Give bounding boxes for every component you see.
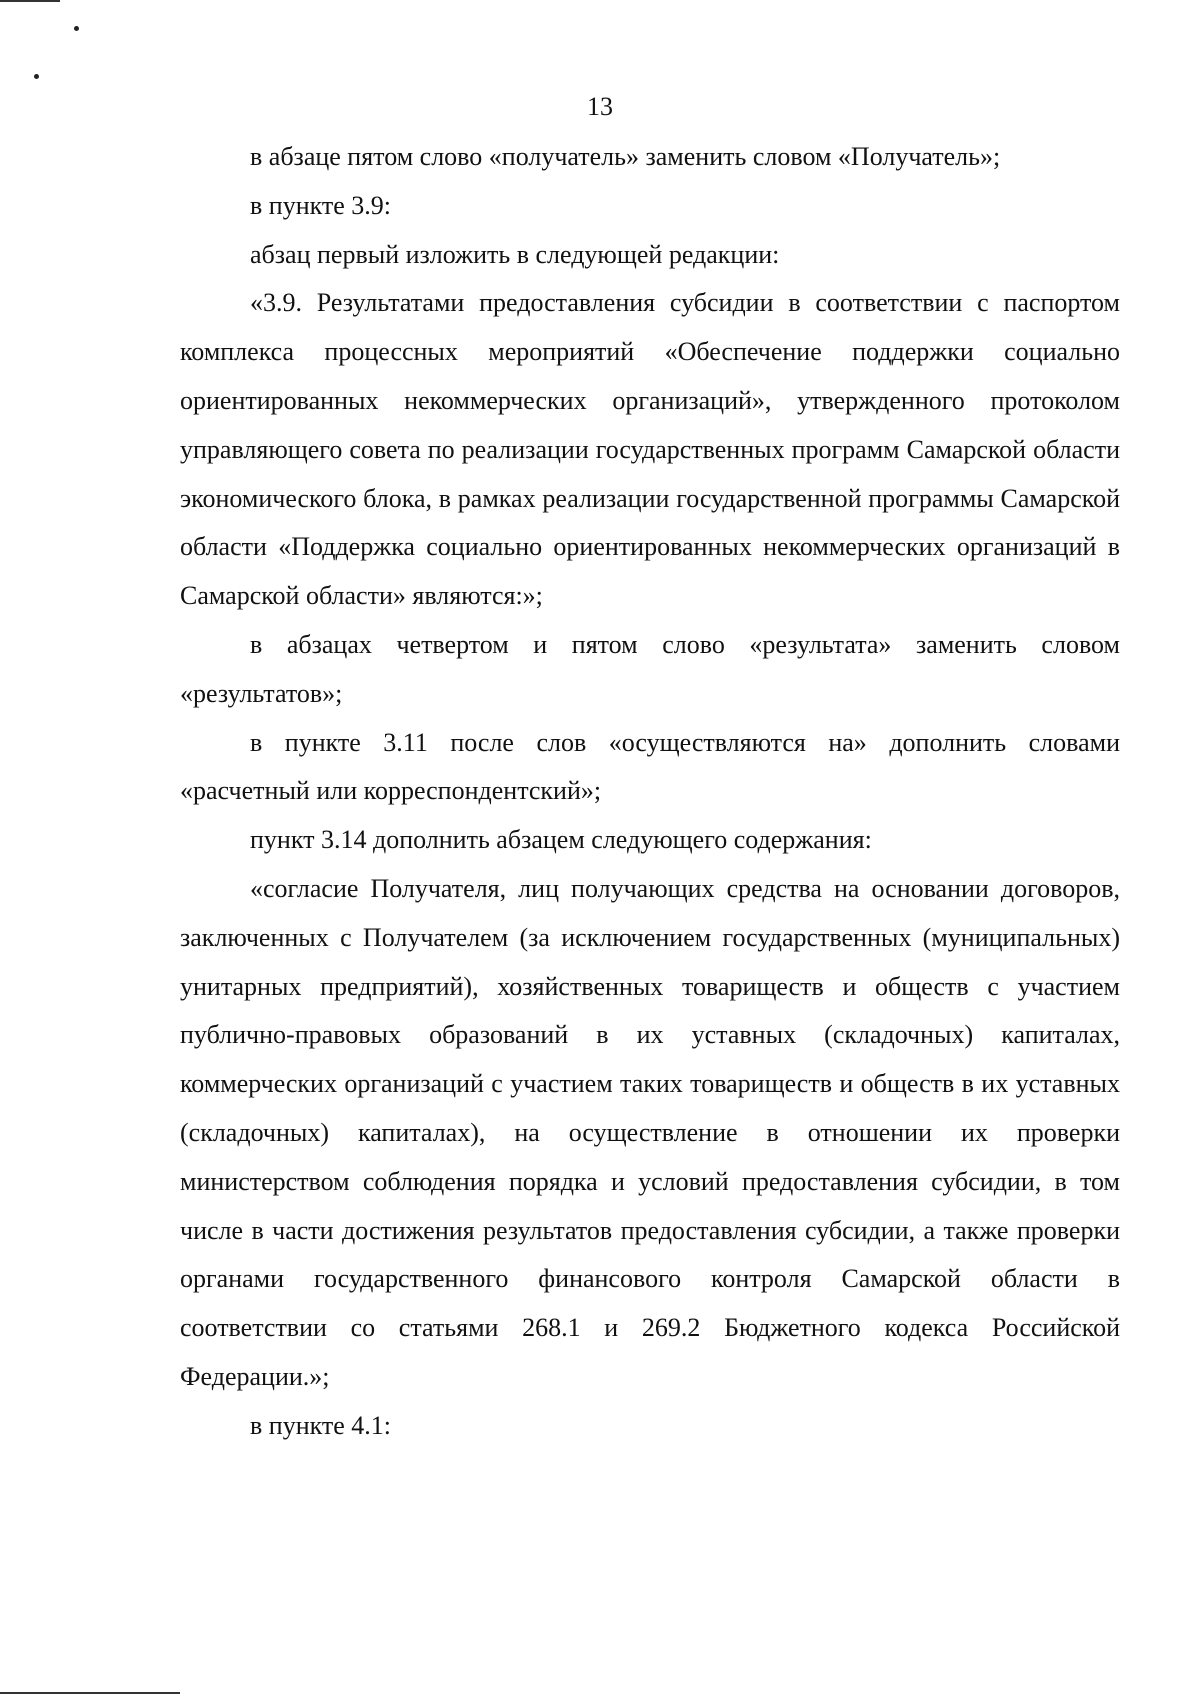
paragraph: абзац первый изложить в следующей редакции: bbox=[250, 239, 780, 269]
scan-speck bbox=[74, 26, 79, 31]
scan-speck bbox=[34, 74, 39, 79]
paragraph: пункт 3.14 дополнить абзацем следующего содержания: bbox=[250, 825, 872, 855]
paragraph: «согласие Получателя, лиц получающих средства на основании договоров, заключенных с Получателем (за исключением государственных (муниципальных) унитарных предприятий), хозяйственных товариществ и обществ с участием публично-правовых образований в их уставных (складочных) капиталах, коммерческих организаций с участием таких товариществ и обществ в их уставных (складочных) капиталах), на осуществление в отношении их проверки министерством соблюдения порядка и условий предоставления субсидии, в том числе в части достижения результатов предоставления субсидии, а также проверки органами государственного финансового контроля Самарской области в соответствии со статьями 268.1 и 269.2 Бюджетного кодекса Российской Федерации.»; bbox=[180, 873, 1120, 1391]
paragraph: в пункте 3.9: bbox=[250, 190, 392, 220]
scan-edge-mark bbox=[0, 1692, 180, 1694]
paragraph: в абзаце пятом слово «получатель» заменить словом «Получатель»; bbox=[250, 142, 1001, 171]
paragraph: в пункте 3.11 после слов «осуществляются на» дополнить словами «расчетный или корреспондентский»; bbox=[180, 727, 1120, 806]
scan-edge-mark bbox=[0, 0, 60, 2]
document-body bbox=[180, 133, 1120, 1451]
page-number: 13 bbox=[587, 92, 613, 121]
paragraph: в абзацах четвертом и пятом слово «результата» заменить словом «результатов»; bbox=[180, 629, 1120, 708]
paragraph: в пункте 4.1: bbox=[250, 1410, 392, 1440]
paragraph: «3.9. Результатами предоставления субсидии в соответствии с паспортом комплекса процессных мероприятий «Обеспечение поддержки социально ориентированных некоммерческих организаций», утвержденного протоколом управляющего совета по реализации государственных программ Самарской области экономического блока, в рамках реализации государственной программы Самарской области «Поддержка социально ориентированных некоммерческих организаций в Самарской области» являются:»; bbox=[180, 288, 1120, 611]
